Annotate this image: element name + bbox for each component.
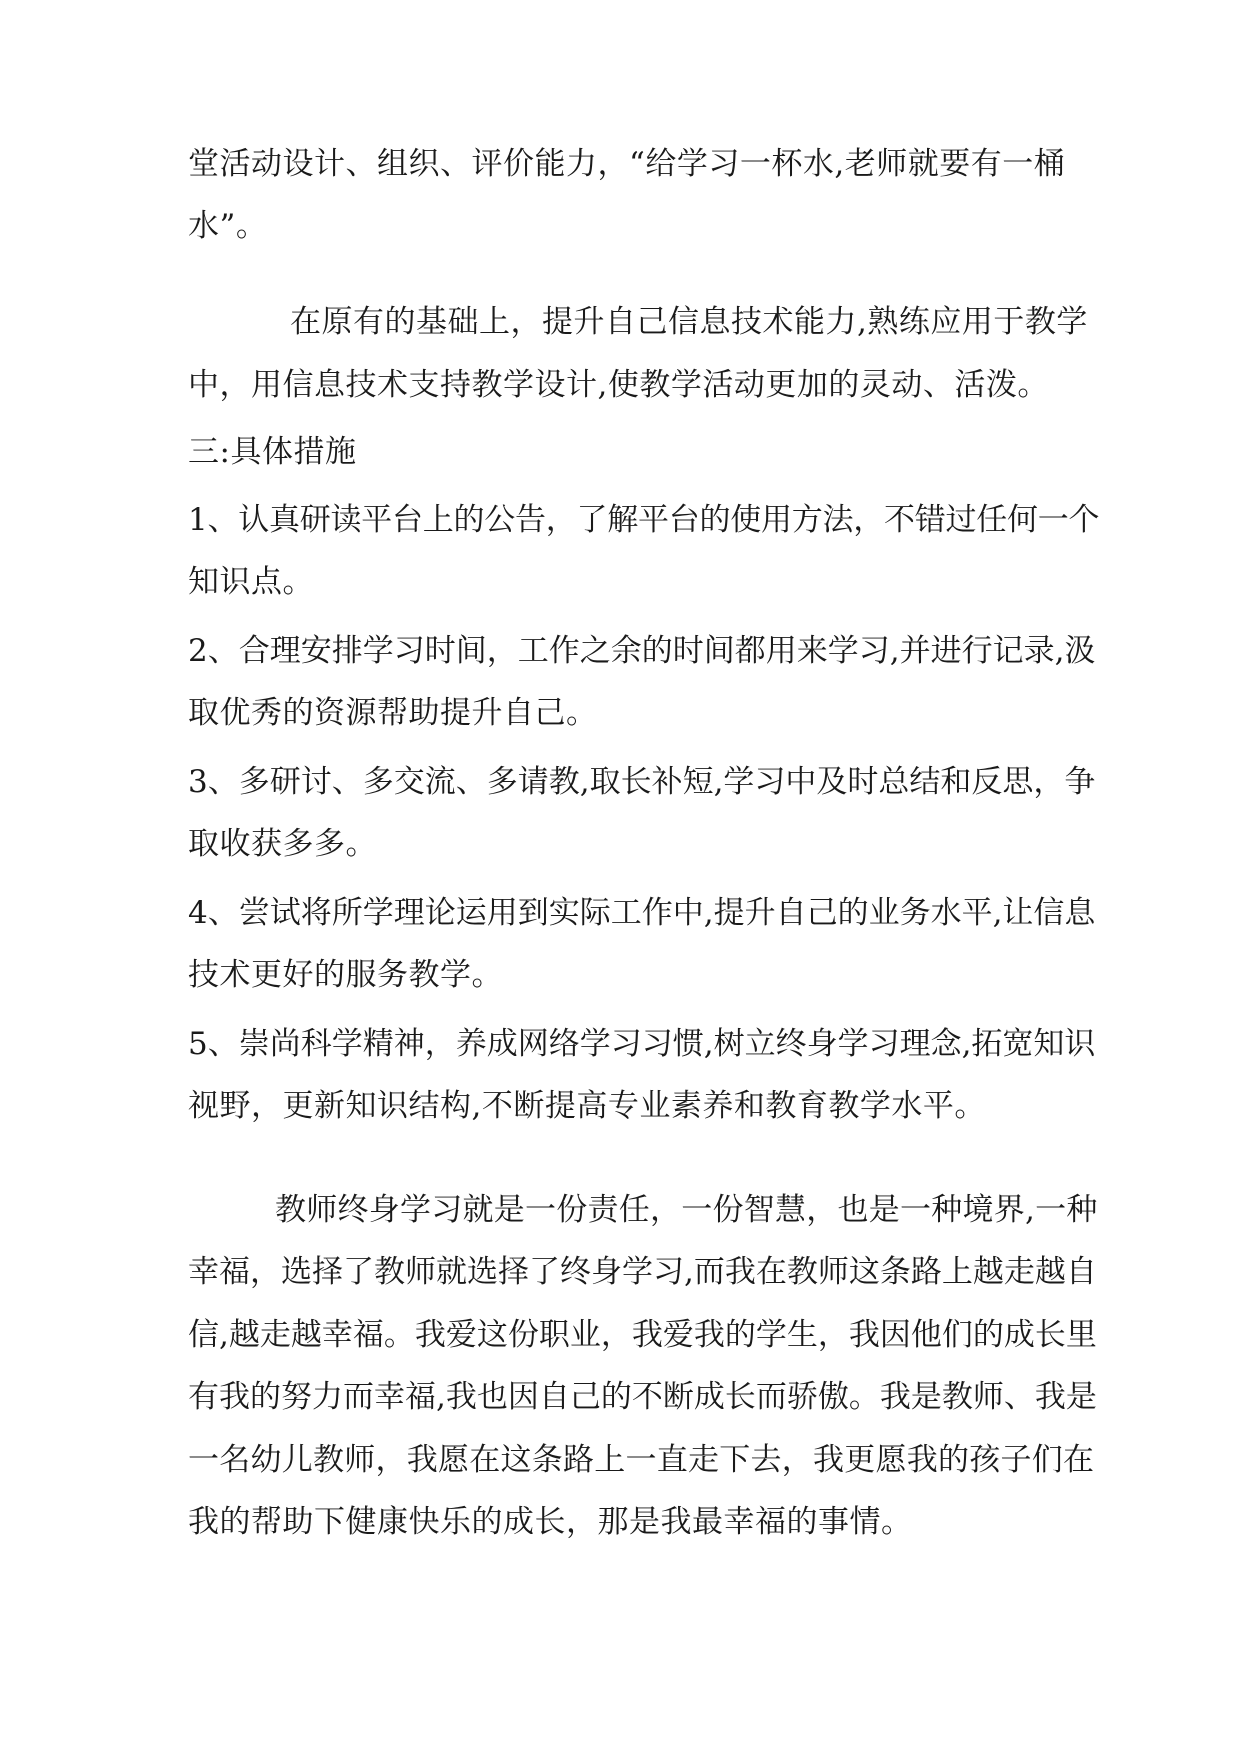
paragraph-line: 一名幼儿教师，我愿在这条路上一直走下去，我更愿我的孩子们在 bbox=[188, 1442, 1095, 1478]
list-item-line: 5、崇尚科学精神，养成网络学习习惯,树立终身学习理念,拓宽知识 bbox=[188, 1026, 1096, 1062]
paragraph-line: 幸福，选择了教师就选择了终身学习,而我在教师这条路上越走越自 bbox=[188, 1254, 1097, 1290]
paragraph-line: 我的帮助下健康快乐的成长，那是我最幸福的事情。 bbox=[188, 1504, 913, 1540]
paragraph-line: 中，用信息技术支持教学设计,使教学活动更加的灵动、活泼。 bbox=[188, 367, 1049, 403]
paragraph-line: 信,越走越幸福。我爱这份职业，我爱我的学生，我因他们的成长里 bbox=[188, 1317, 1097, 1353]
list-item-line: 取优秀的资源帮助提升自己。 bbox=[188, 695, 598, 731]
paragraph-line: 有我的努力而幸福,我也因自己的不断成长而骄傲。我是教师、我是 bbox=[188, 1379, 1097, 1415]
section-heading: 三:具体措施 bbox=[188, 434, 357, 470]
list-item-line: 知识点。 bbox=[188, 564, 314, 600]
list-item-line: 3、多研讨、多交流、多请教,取长补短,学习中及时总结和反思，争 bbox=[188, 764, 1096, 800]
list-item-line: 取收获多多。 bbox=[188, 826, 377, 862]
list-item-line: 1、认真研读平台上的公告，了解平台的使用方法，不错过任何一个 bbox=[188, 502, 1100, 538]
paragraph-line: 教师终身学习就是一份责任，一份智慧，也是一种境界,一种 bbox=[275, 1192, 1098, 1228]
paragraph-line: 在原有的基础上，提升自己信息技术能力,熟练应用于教学 bbox=[290, 304, 1088, 340]
list-item-line: 技术更好的服务教学。 bbox=[188, 957, 503, 993]
list-item-line: 4、尝试将所学理论运用到实际工作中,提升自己的业务水平,让信息 bbox=[188, 895, 1096, 931]
list-item-line: 视野，更新知识结构,不断提高专业素养和教育教学水平。 bbox=[188, 1088, 986, 1124]
paragraph-line: 堂活动设计、组织、评价能力，“给学习一杯水,老师就要有一桶 bbox=[188, 146, 1066, 182]
paragraph-line: 水”。 bbox=[188, 208, 268, 244]
list-item-line: 2、合理安排学习时间，工作之余的时间都用来学习,并进行记录,汲 bbox=[188, 633, 1096, 669]
